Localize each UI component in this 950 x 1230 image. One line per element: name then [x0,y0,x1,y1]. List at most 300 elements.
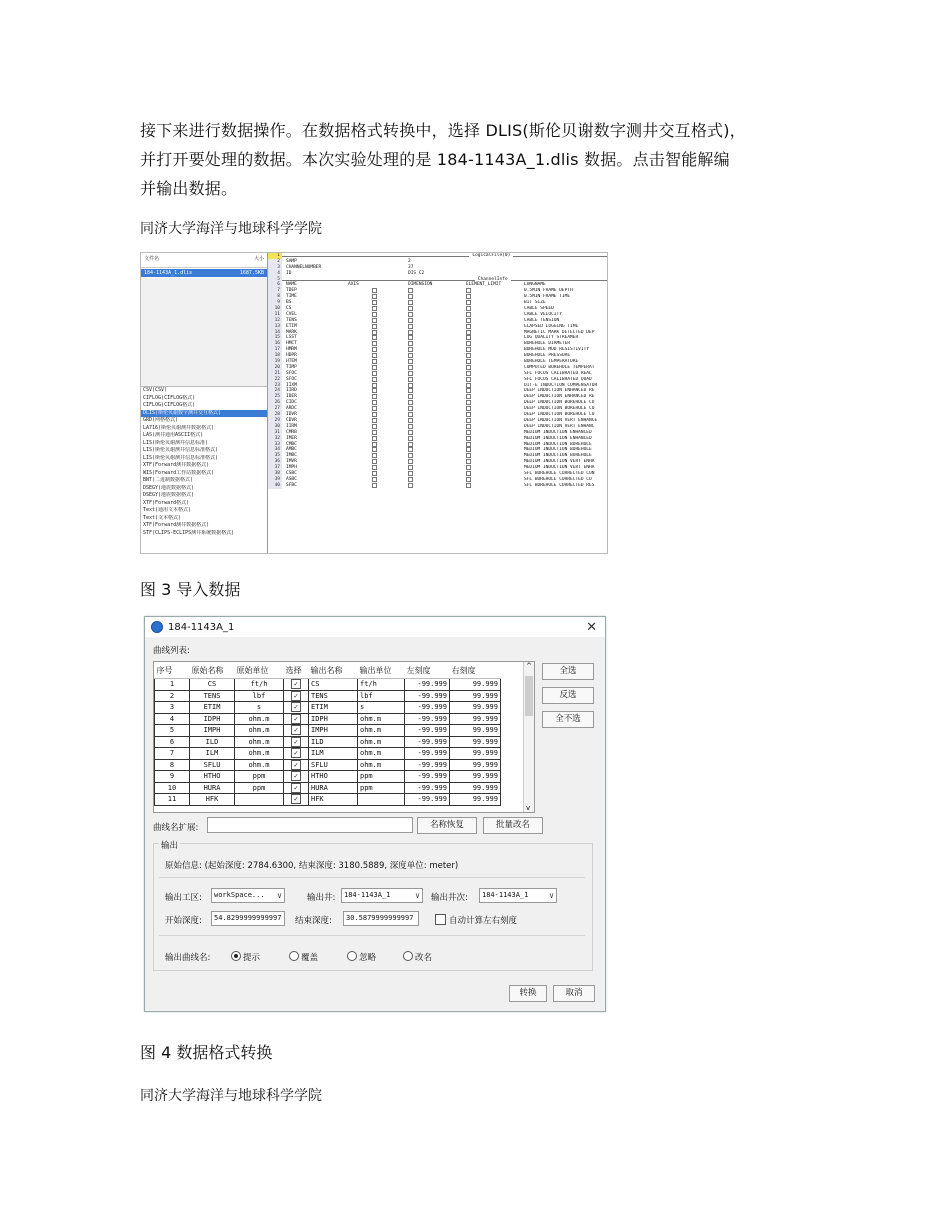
cell-box-icon [408,394,413,399]
scroll-up-icon[interactable]: ^ [526,662,532,670]
format-item[interactable]: LIS(斯伦贝谢测井信息标准格式) [143,454,219,461]
dialog-title: 184-1143A_1 [168,621,235,633]
out-name[interactable]: IMPH [309,725,358,737]
cell-box-icon [408,388,413,393]
curve-list-label: 曲线列表: [153,646,190,656]
table-row[interactable] [155,702,501,714]
well-select[interactable] [341,888,423,903]
col-right-scale: 右刻度 [450,662,501,679]
grid-header: ELEMENT_LIMIT [466,282,502,288]
run-label: 输出井次: [431,893,468,903]
right-scale: 99.999 [450,759,501,771]
end-depth-label: 结束深度: [295,916,332,926]
row-index: 1 [155,679,190,691]
row-number: 33 [268,442,282,448]
file-name-header: 文件名 [144,256,160,262]
section-label: LogicalFile(0) [472,253,511,258]
row-number: 25 [268,394,282,400]
out-unit[interactable]: s [358,702,405,714]
cell-box-icon [372,418,377,423]
info-spacer [348,271,408,277]
cell-box-icon [466,447,471,452]
run-select[interactable] [479,888,557,903]
out-unit[interactable]: ft/h [358,679,405,691]
channel-cell-box [466,483,524,489]
well-label: 输出井: [307,893,336,903]
orig-name: HTHO [190,771,235,783]
table-row[interactable] [155,759,501,771]
row-number: 24 [268,388,282,394]
channel-name: LSST [286,335,297,341]
cell-box-icon [372,483,377,488]
col-out-name: 输出名称 [309,662,358,679]
orig-name: SFLU [190,759,235,771]
select-none-button[interactable]: 全不选 [542,711,594,728]
left-scale: -99.999 [405,702,450,714]
radio-ignore[interactable] [347,951,357,961]
out-unit[interactable]: ohm.m [358,748,405,760]
table-row[interactable] [155,771,501,783]
convert-button[interactable]: 转换 [509,985,547,1002]
channel-name: IMPH [286,465,297,471]
left-scale: -99.999 [405,690,450,702]
file-item[interactable] [141,269,267,277]
row-checkbox[interactable]: ✓ [291,725,301,735]
row-checkbox[interactable]: ✓ [291,702,301,712]
cell-box-icon [408,436,413,441]
table-row[interactable] [155,713,501,725]
invert-selection-button[interactable]: 反选 [542,687,594,704]
format-item[interactable]: Text(通用文本格式) [143,507,192,513]
channel-name: IDVR [286,412,297,418]
end-depth-input[interactable]: 30.5879999999997 [343,911,419,926]
row-checkbox[interactable]: ✓ [291,771,301,781]
out-unit[interactable]: lbf [358,690,405,702]
cell-box-icon [466,388,471,393]
info-key: SAMP [286,258,297,264]
info-value: 2 [408,258,411,264]
row-number: 8 [268,294,282,300]
orig-name: ILM [190,748,235,760]
channel-name: HTEM [286,359,297,365]
cell-box-icon [408,324,413,329]
channel-longname: SFL BOREHOLE CORRECTED CO [524,476,592,482]
radio-rename-label: 改名 [415,953,433,963]
info-value: 37 [408,264,414,270]
cell-box-icon [372,330,377,335]
row-checkbox[interactable]: ✓ [291,679,301,689]
col-orig-unit: 原始单位 [235,662,284,679]
cell-box-icon [408,335,413,340]
cell-box-icon [372,406,377,411]
cell-box-icon [408,483,413,488]
orig-unit: ohm.m [235,736,284,748]
radio-prompt-label: 提示 [243,953,261,963]
row-number: 35 [268,453,282,459]
dialog-titlebar [145,617,605,637]
cell-box-icon [466,324,471,329]
format-item[interactable]: STF(CLIPS-ECLIPS测井系统数据格式) [143,529,235,536]
left-scale: -99.999 [405,725,450,737]
out-name[interactable]: CS [309,679,358,691]
cell-box-icon [372,430,377,435]
out-unit[interactable]: ohm.m [358,725,405,737]
right-scale: 99.999 [450,794,501,806]
col-orig-name: 原始名称 [190,662,235,679]
format-item[interactable]: DSEGY(地震数据格式) [143,484,195,491]
cell-box-icon [466,418,471,423]
right-scale: 99.999 [450,736,501,748]
col-left-scale: 左刻度 [405,662,450,679]
cell-box-icon [372,365,377,370]
cell-box-icon [466,477,471,482]
format-item[interactable]: XTF(Forward格式) [143,499,190,506]
row-number: 28 [268,412,282,418]
cell-box-icon [466,430,471,435]
auto-scale-label: 自动计算左右刻度 [449,916,518,926]
channel-name: CMRB [286,429,297,435]
cell-box-icon [466,400,471,405]
row-number: 29 [268,418,282,424]
row-checkbox[interactable]: ✓ [291,794,301,804]
table-row[interactable] [155,690,501,702]
cell-box-icon [372,442,377,447]
format-item[interactable]: LIS(斯伦贝谢测井信息标准格式) [143,447,219,453]
cell-box-icon [466,359,471,364]
row-checkbox[interactable]: ✓ [291,691,301,701]
channel-longname: 0.5MIN FRAME DEPTH [524,288,573,294]
cell-box-icon [372,324,377,329]
row-checkbox[interactable]: ✓ [291,748,301,758]
cell-box-icon [372,465,377,470]
channel-longname: DEEP INDUCTION VERT ENHANCE [524,417,598,423]
batch-rename-button[interactable]: 批量改名 [483,817,543,834]
format-item[interactable]: DLIS(斯伦贝谢数字测井交互格式) [141,410,267,418]
cell-box-icon [466,306,471,311]
row-index: 11 [155,794,190,806]
channel-longname: BOREHOLE PRESSURE [524,353,571,359]
cell-box-icon [372,383,377,388]
select-cell [284,748,309,760]
channel-longname: DEEP INDUCTION ENHANCED RE [524,388,595,394]
orig-unit: ppm [235,782,284,794]
scroll-thumb[interactable] [525,676,533,716]
channel-name: TIMP [286,364,297,370]
cell-box-icon [466,341,471,346]
row-number: 6 [268,282,282,288]
channel-longname: MEDIUM INDUCTION BOREHOLE [524,453,592,459]
cancel-button[interactable]: 取消 [553,985,595,1002]
cell-box-icon [372,341,377,346]
table-row[interactable] [155,794,501,806]
row-number: 9 [268,300,282,306]
channel-name: CSBC [286,470,297,476]
format-item[interactable]: LA716(斯伦贝谢测井数据格式) [143,424,215,431]
paragraph-line-3: 并输出数据。 [140,179,238,198]
orig-name: IMPH [190,725,235,737]
out-unit[interactable]: ppm [358,782,405,794]
radio-prompt[interactable] [231,951,241,961]
format-item[interactable]: XTF(Forward测井数据格式) [143,462,210,468]
cell-box-icon [372,400,377,405]
select-cell [284,736,309,748]
radio-ignore-label: 忽略 [359,953,377,963]
cell-box-icon [372,453,377,458]
format-item[interactable]: CIFLOG(CIFLOG格式) [143,394,196,401]
row-number: 21 [268,371,282,377]
row-number: 36 [268,459,282,465]
format-item[interactable]: LIS(斯伦贝谢测井信息标准) [143,439,209,446]
file-item-name: 184-1143A_1.dlis [144,270,193,276]
left-scale: -99.999 [405,794,450,806]
channel-name: IIRM [286,423,297,429]
row-number: 22 [268,377,282,383]
row-number: 40 [268,483,282,489]
cell-box-icon [372,424,377,429]
workspace-select[interactable] [211,888,285,903]
file-list-empty-area [141,278,267,387]
cell-box-icon [408,383,413,388]
row-number: 7 [268,288,282,294]
select-cell [284,713,309,725]
radio-rename[interactable] [403,951,413,961]
format-item[interactable]: BNT(二进制数据格式) [143,477,194,483]
cell-box-icon [408,418,413,423]
out-name[interactable]: TENS [309,690,358,702]
orig-unit: ohm.m [235,713,284,725]
out-name[interactable]: ILM [309,748,358,760]
channel-longname: BOREHOLE TEMPERATURE [524,359,579,365]
format-item[interactable]: Text(文本格式) [143,514,182,521]
left-scale: -99.999 [405,782,450,794]
channel-name: IMVR [286,459,297,465]
left-scale: -99.999 [405,771,450,783]
cell-box-icon [466,353,471,358]
row-index: 2 [155,690,190,702]
auto-scale-checkbox[interactable] [435,914,446,925]
channel-longname: DEEP INDUCTION BOREHOLE CO [524,400,595,406]
cell-box-icon [408,341,413,346]
row-number: 30 [268,424,282,430]
paragraph-line-2: 并打开要处理的数据。本次实验处理的是 184-1143A_1.dlis 数据。点击智能解编 [140,150,730,169]
cell-box-icon [408,465,413,470]
cell-box-icon [408,294,413,299]
out-unit[interactable]: ppm [358,771,405,783]
curve-ext-input[interactable] [207,817,413,833]
channel-name: ARDC [286,406,297,412]
row-number: 20 [268,365,282,371]
right-scale: 99.999 [450,702,501,714]
cell-box-icon [408,471,413,476]
row-number: 19 [268,359,282,365]
row-number: 31 [268,430,282,436]
channel-name: SFBC [286,482,297,488]
cell-box-icon [466,347,471,352]
row-checkbox[interactable]: ✓ [291,760,301,770]
format-item[interactable]: CIFLOG(CIFLOG格式) [143,402,196,408]
cell-box-icon [408,406,413,411]
format-item[interactable]: DSEGY(地震数据格式) [143,492,195,498]
curve-name-label: 输出曲线名: [165,953,211,963]
row-number: 37 [268,465,282,471]
scroll-down-icon[interactable]: v [526,804,531,812]
cell-box-icon [466,442,471,447]
radio-overwrite-label: 覆盖 [301,953,319,963]
file-size-header: 大小 [253,256,264,262]
cell-box-icon [372,312,377,317]
channel-name: HDPR [286,353,297,359]
channel-longname: MEDIUM INDUCTION ENHANCED [524,429,592,435]
row-number: 16 [268,341,282,347]
select-cell [284,725,309,737]
format-item[interactable]: XTF(Forward测井数据格式) [143,522,210,528]
cell-box-icon [408,353,413,358]
out-name[interactable]: HFK [309,794,358,806]
channel-name: TDEP [286,288,297,294]
out-name[interactable]: ETIM [309,702,358,714]
col-select: 选择 [284,662,309,679]
channel-name: ASBC [286,476,297,482]
channel-name: CDVR [286,417,297,423]
table-scrollbar[interactable] [523,662,534,812]
out-name[interactable]: IDPH [309,713,358,725]
channel-name: IDER [286,394,297,400]
table-row[interactable] [155,736,501,748]
select-all-button[interactable]: 全选 [542,663,594,680]
cell-box-icon [408,300,413,305]
row-number: 39 [268,477,282,483]
row-index: 9 [155,771,190,783]
out-unit[interactable]: ohm.m [358,759,405,771]
row-number: 3 [268,265,282,271]
cell-box-icon [408,442,413,447]
table-row[interactable] [155,748,501,760]
channel-longname: MEDIUM INDUCTION VERT ENHA [524,459,595,465]
channel-name: BS [286,300,292,306]
cell-box-icon [466,406,471,411]
row-checkbox[interactable]: ✓ [291,783,301,793]
channel-name: HMRM [286,347,297,353]
out-unit[interactable] [358,794,405,806]
row-checkbox[interactable]: ✓ [291,737,301,747]
right-scale: 99.999 [450,690,501,702]
col-out-unit: 输出单位 [358,662,405,679]
cell-box-icon [372,394,377,399]
file-item-size: 1687.5KB [239,270,264,276]
channel-name: CMBC [286,441,297,447]
row-checkbox[interactable]: ✓ [291,714,301,724]
row-number: 1 [268,253,282,259]
channel-name: SFOC [286,376,297,382]
start-depth-input[interactable]: 54.8299999999997 [211,911,285,926]
left-scale: -99.999 [405,679,450,691]
cell-box-icon [408,424,413,429]
cell-box-icon [408,459,413,464]
channel-name: AMBC [286,447,297,453]
channel-name: IIRD [286,388,297,394]
format-item[interactable]: LAS(测井通用ASCII格式) [143,432,204,438]
radio-overwrite[interactable] [289,951,299,961]
grid-header: DIMENSION [408,282,433,288]
cell-box-icon [372,377,377,382]
channel-longname: 0.5MIN FRAME TIME [524,294,571,300]
orig-name: HURA [190,782,235,794]
out-unit[interactable]: ohm.m [358,736,405,748]
format-item[interactable]: GRD(网格格式) [143,417,179,423]
orig-unit: ohm.m [235,759,284,771]
row-index: 5 [155,725,190,737]
cell-box-icon [372,371,377,376]
table-row[interactable] [155,782,501,794]
orig-unit: ppm [235,771,284,783]
chevron-down-icon: ∨ [415,891,420,900]
orig-unit [235,794,284,806]
out-name[interactable]: SFLU [309,759,358,771]
curve-table [153,661,535,813]
cell-box-icon [466,436,471,441]
channel-name: IMBC [286,453,297,459]
row-number: 26 [268,400,282,406]
channel-name: HMCT [286,341,297,347]
channel-name: TIME [286,294,297,300]
row-number: 11 [268,312,282,318]
out-name[interactable]: HURA [309,782,358,794]
cell-box-icon [372,294,377,299]
row-number: 32 [268,436,282,442]
row-number: 10 [268,306,282,312]
row-number: 38 [268,471,282,477]
cell-box-icon [466,471,471,476]
cell-box-icon [408,400,413,405]
close-icon[interactable]: ✕ [586,620,597,635]
channel-longname: MAGNETIC MARK DETECTED DEP [524,329,595,335]
divider [159,877,585,878]
table-row[interactable] [155,679,501,691]
cell-box-icon [466,465,471,470]
orig-name: HFK [190,794,235,806]
cell-box-icon [372,300,377,305]
cell-box-icon [466,377,471,382]
well-value: 184-1143A_1 [344,891,391,899]
right-scale: 99.999 [450,713,501,725]
format-item[interactable]: CSV(CSV) [143,387,168,393]
grid-header: LONGNAME [524,282,546,288]
intro-paragraph [140,116,830,203]
info-value: DIS C2 [408,270,425,276]
name-restore-button[interactable]: 名称恢复 [417,817,477,834]
cell-box-icon [408,365,413,370]
select-cell [284,759,309,771]
cell-box-icon [466,288,471,293]
out-name[interactable]: HTHO [309,771,358,783]
cell-box-icon [372,477,377,482]
table-row[interactable] [155,725,501,737]
cell-box-icon [372,388,377,393]
cell-box-icon [372,318,377,323]
out-name[interactable]: ILD [309,736,358,748]
cell-box-icon [372,335,377,340]
select-cell [284,794,309,806]
cell-box-icon [372,288,377,293]
format-item[interactable]: WIS(Forward工作站数据格式) [143,469,215,476]
import-data-screenshot [140,252,608,554]
channel-name: ETIM [286,323,297,329]
cell-box-icon [466,424,471,429]
right-scale: 99.999 [450,782,501,794]
left-scale: -99.999 [405,713,450,725]
out-unit[interactable]: ohm.m [358,713,405,725]
select-cell [284,690,309,702]
